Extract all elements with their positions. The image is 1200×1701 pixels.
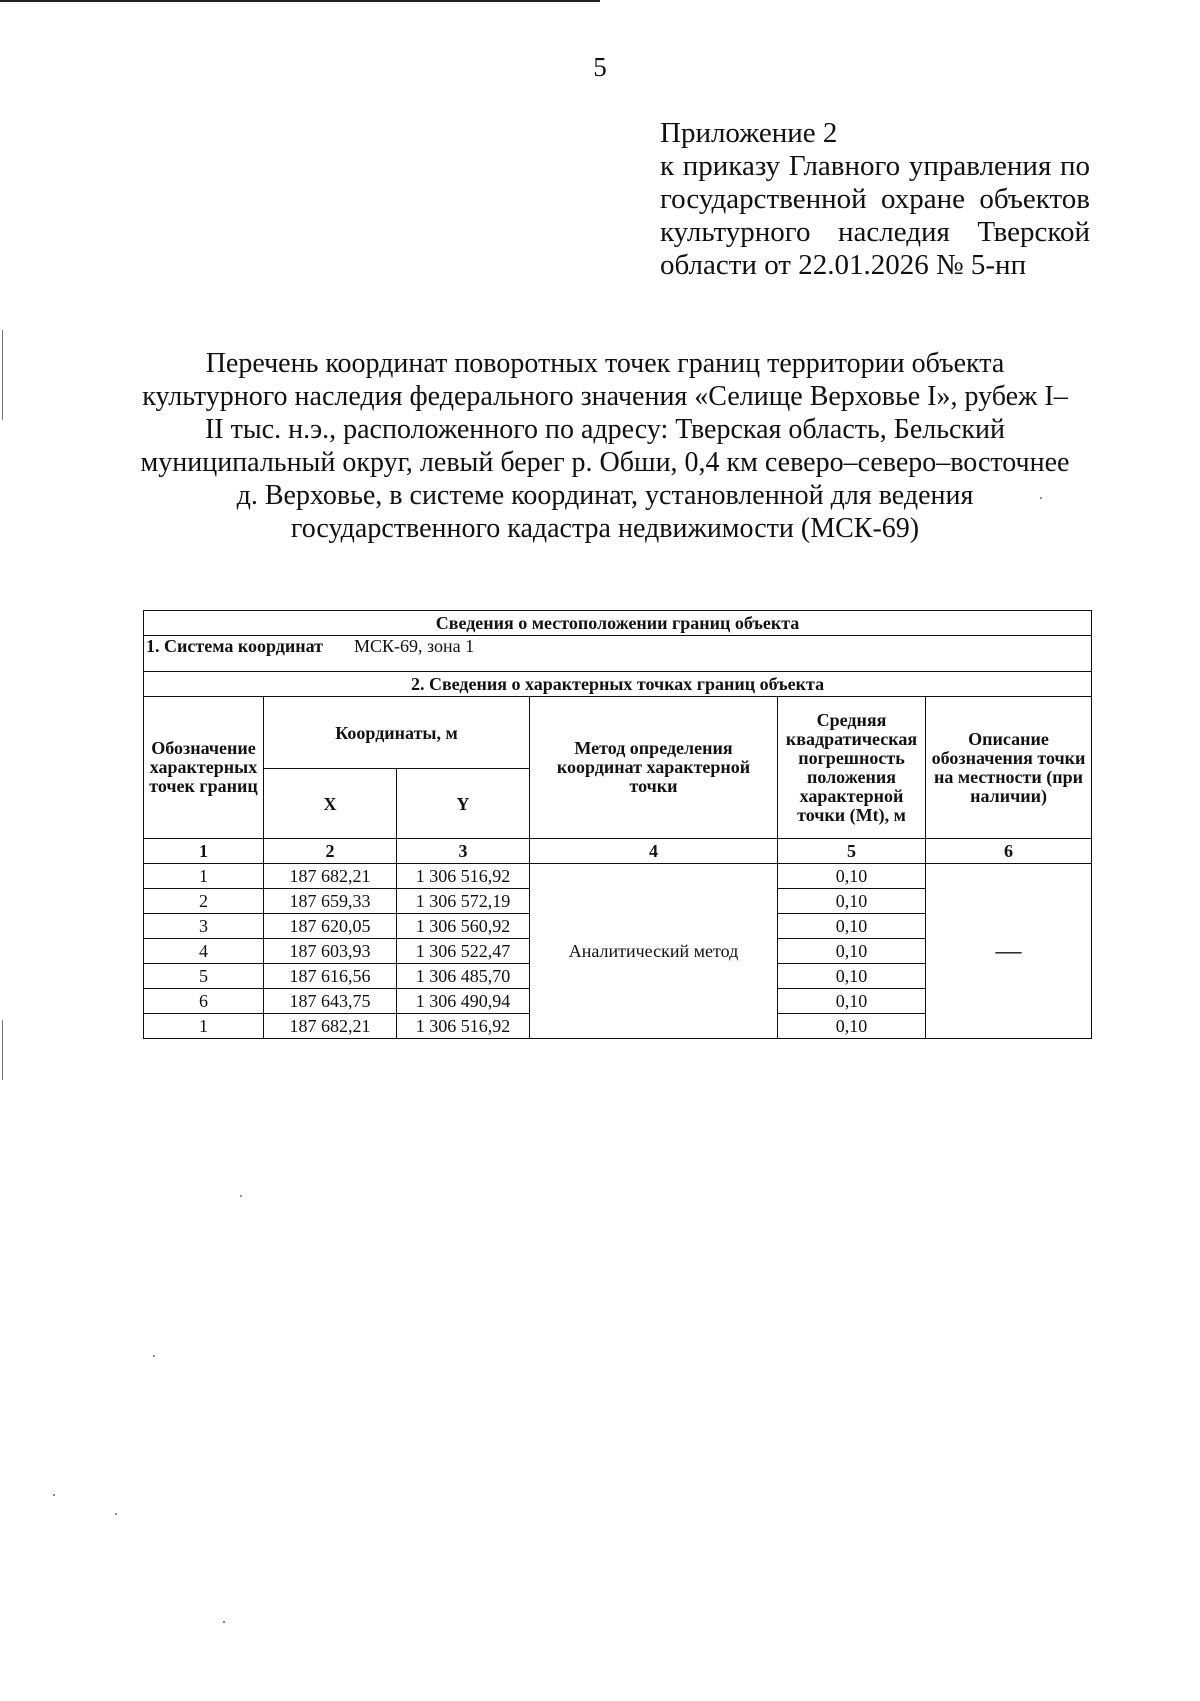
point-cell: 6 (144, 989, 264, 1014)
x-cell: 187 616,56 (264, 964, 397, 989)
column-number: 2 (264, 839, 397, 864)
section2-title: 2. Сведения о характерных точках границ объекта (144, 672, 1092, 697)
point-cell: 1 (144, 864, 264, 889)
y-cell: 1 306 516,92 (397, 1014, 530, 1039)
y-cell: 1 306 522,47 (397, 939, 530, 964)
column-number: 6 (926, 839, 1092, 864)
x-cell: 187 659,33 (264, 889, 397, 914)
title-line: Перечень координат поворотных точек границ территории объекта (205, 348, 1005, 379)
header-error: Средняя квадратическая погрешность положения характерной точки (Mt), м (778, 697, 926, 839)
title-line: II тыс. н.э., расположенного по адресу: Тверская область, Бельский (204, 414, 1006, 445)
y-cell: 1 306 490,94 (397, 989, 530, 1014)
y-cell: 1 306 516,92 (397, 864, 530, 889)
error-cell: 0,10 (778, 939, 926, 964)
scan-edge-mark (2, 1020, 3, 1080)
appendix-line: государственной охране объектов (660, 183, 1090, 215)
x-cell: 187 620,05 (264, 914, 397, 939)
title-line: культурного наследия федерального значения «Селище Верховье I», рубеж I– (142, 381, 1068, 412)
scan-speck (53, 1494, 55, 1496)
scan-top-rule (0, 0, 600, 2)
scan-speck (153, 1355, 155, 1357)
scan-speck (223, 1621, 225, 1623)
scan-edge-mark (2, 330, 3, 420)
x-cell: 187 643,75 (264, 989, 397, 1014)
error-cell: 0,10 (778, 964, 926, 989)
header-designation: Обозначение характерных точек границ (144, 697, 264, 839)
header-method: Метод определения координат характерной точки (530, 697, 778, 839)
error-cell: 0,10 (778, 1014, 926, 1039)
scan-speck (115, 1513, 117, 1515)
y-cell: 1 306 485,70 (397, 964, 530, 989)
error-cell: 0,10 (778, 889, 926, 914)
coord-system-row (144, 636, 1092, 672)
error-cell: 0,10 (778, 914, 926, 939)
coordinates-table (143, 610, 1092, 1039)
appendix-line: к приказу Главного управления по (660, 150, 1090, 182)
error-cell: 0,10 (778, 989, 926, 1014)
header-x: X (264, 769, 397, 839)
y-cell: 1 306 572,19 (397, 889, 530, 914)
header-coordinates: Координаты, м (264, 697, 530, 769)
x-cell: 187 603,93 (264, 939, 397, 964)
scan-speck (240, 1195, 242, 1197)
title-line: муниципальный округ, левый берег р. Обши, 0,4 км северо–северо–восточнее (140, 447, 1070, 478)
error-cell: 0,10 (778, 864, 926, 889)
point-cell: 4 (144, 939, 264, 964)
column-number: 4 (530, 839, 778, 864)
point-cell: 3 (144, 914, 264, 939)
column-number: 3 (397, 839, 530, 864)
point-cell: 1 (144, 1014, 264, 1039)
y-cell: 1 306 560,92 (397, 914, 530, 939)
description-cell: — (926, 864, 1092, 1039)
header-description: Описание обозначения точки на местности (при наличии) (926, 697, 1092, 839)
appendix-line: Приложение 2 (660, 117, 838, 149)
appendix-block (660, 117, 1090, 282)
document-title (120, 347, 1090, 545)
coord-system-label: 1. Система координат (146, 636, 323, 656)
title-line: государственного кадастра недвижимости (МСК-69) (290, 513, 920, 544)
appendix-line: области от 22.01.2026 № 5-нп (660, 249, 1027, 281)
column-number: 1 (144, 839, 264, 864)
header-y: Y (397, 769, 530, 839)
x-cell: 187 682,21 (264, 1014, 397, 1039)
section1-title: Сведения о местоположении границ объекта (144, 611, 1092, 636)
title-line: д. Верховье, в системе координат, установленной для ведения (236, 480, 974, 511)
method-cell: Аналитический метод (530, 864, 778, 1039)
point-cell: 2 (144, 889, 264, 914)
table-row (144, 864, 1092, 889)
column-number: 5 (778, 839, 926, 864)
x-cell: 187 682,21 (264, 864, 397, 889)
point-cell: 5 (144, 964, 264, 989)
scan-speck (1040, 497, 1042, 499)
coord-system-value: МСК-69, зона 1 (353, 636, 475, 656)
page-number: 5 (593, 52, 607, 82)
appendix-line: культурного наследия Тверской (660, 216, 1090, 248)
